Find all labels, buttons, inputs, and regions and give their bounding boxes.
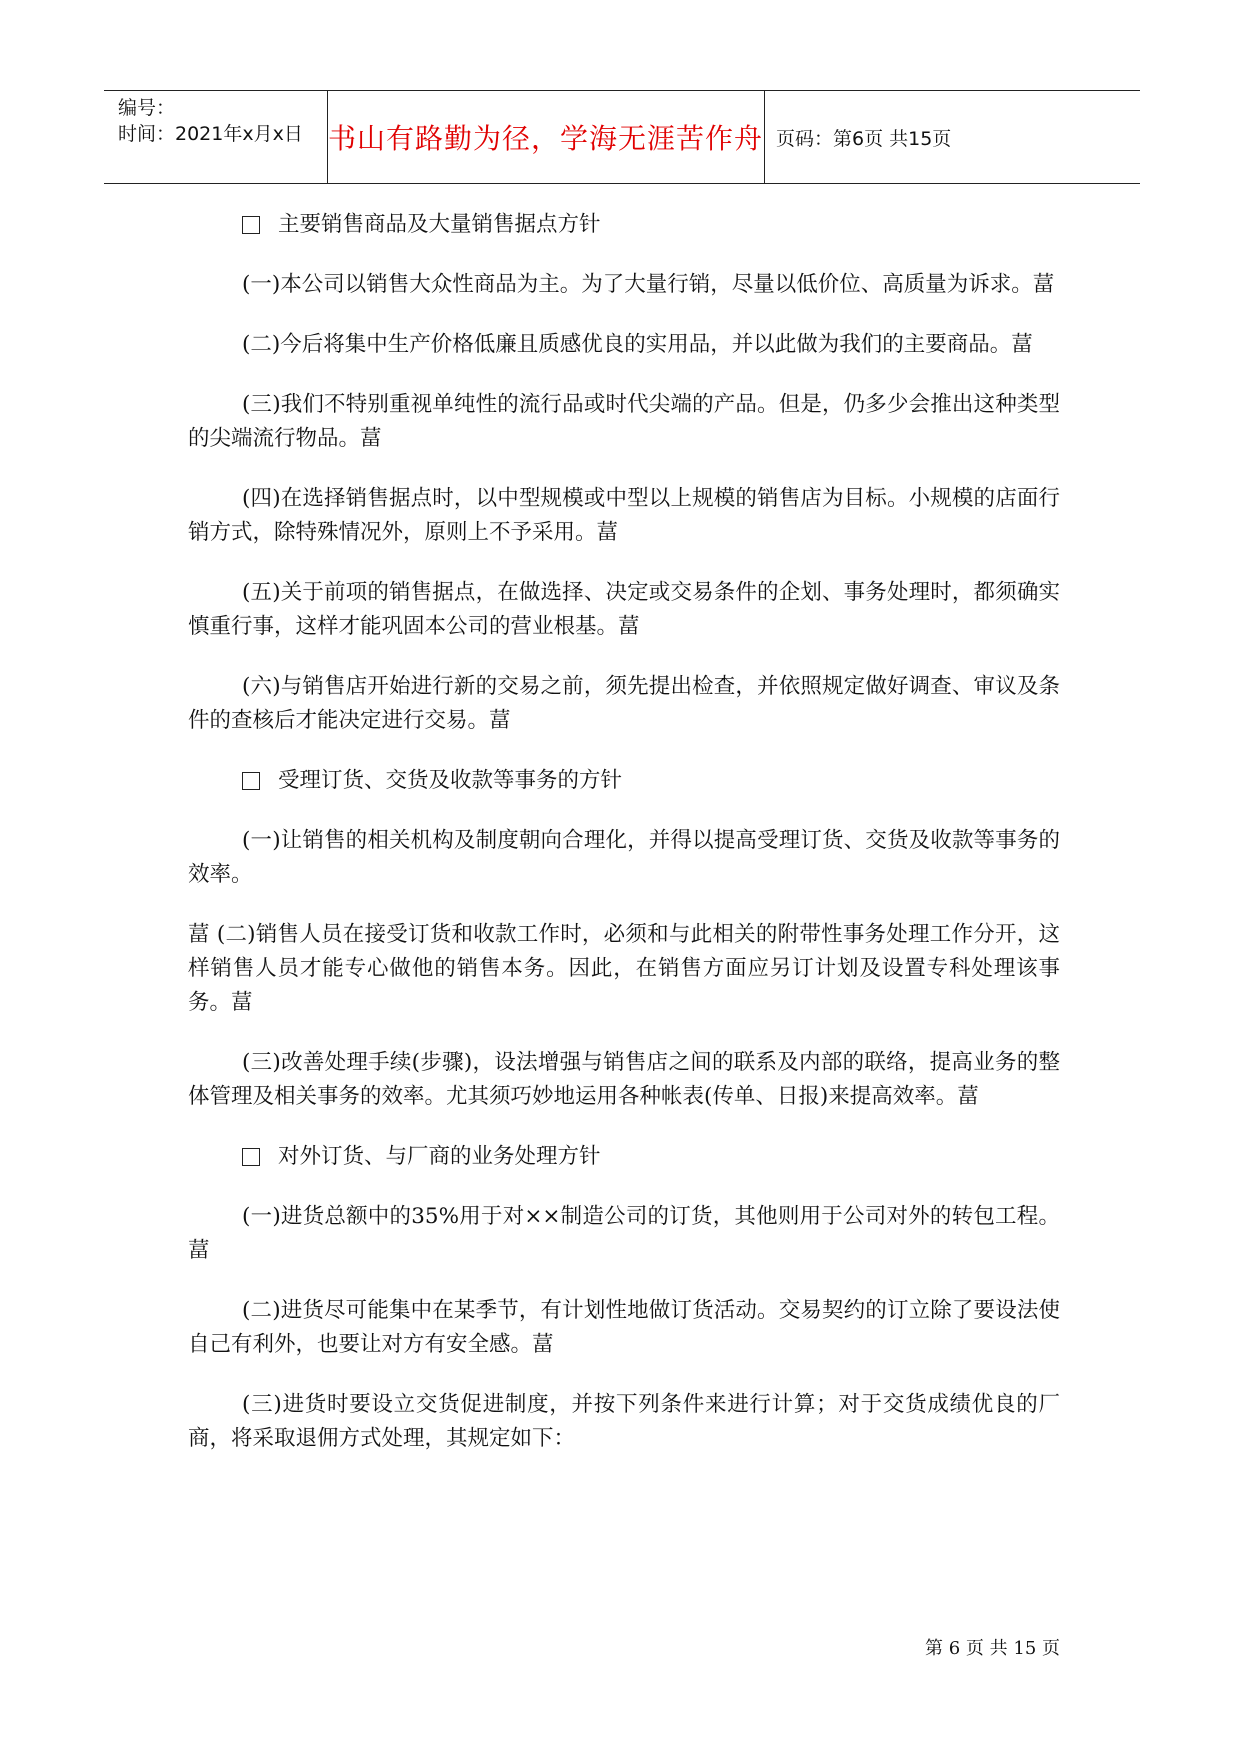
code-label: 编号： <box>118 97 176 119</box>
time-label: 时间：2021年x月x日 <box>118 123 303 145</box>
header-motto: 书山有路勤为径，学海无涯苦作舟 <box>327 122 763 155</box>
paragraph: (五)关于前项的销售据点，在做选择、决定或交易条件的企划、事务处理时，都须确实慎重行事，这样才能巩固本公司的营业根基。葍 <box>188 580 1060 639</box>
paragraph: (二)今后将集中生产价格低廉且质感优良的实用品，并以此做为我们的主要商品。葍 <box>242 332 1033 357</box>
section-heading-text: 主要销售商品及大量销售据点方针 <box>278 212 601 237</box>
paragraph: (六)与销售店开始进行新的交易之前，须先提出检查，并依照规定做好调查、审议及条件的查核后才能决定进行交易。葍 <box>188 674 1060 733</box>
checkbox-square-icon <box>242 772 260 790</box>
paragraph: (一)进货总额中的35%用于对××制造公司的订货，其他则用于公司对外的转包工程。葍 <box>188 1204 1060 1263</box>
paragraph: (三)我们不特别重视单纯性的流行品或时代尖端的产品。但是，仍多少会推出这种类型的尖端流行物品。葍 <box>188 392 1060 451</box>
paragraph: 葍 (二)销售人员在接受订货和收款工作时，必须和与此相关的附带性事务处理工作分开，这样销售人员才能专心做他的销售本务。因此，在销售方面应另订计划及设置专科处理该事务。葍 <box>188 922 1060 1015</box>
page-footer: 第 6 页 共 15 页 <box>925 1638 1060 1659</box>
header-divider-right <box>764 91 765 183</box>
section-heading <box>188 764 1060 798</box>
checkbox-square-icon <box>242 216 260 234</box>
checkbox-square-icon <box>242 1148 260 1166</box>
section-heading <box>188 208 1060 242</box>
paragraph: (四)在选择销售据点时，以中型规模或中型以上规模的销售店为目标。小规模的店面行销方式，除特殊情况外，原则上不予采用。葍 <box>188 486 1060 545</box>
header-motto-cell <box>327 91 764 183</box>
header-page-label: 页码：第6页 共15页 <box>776 127 952 150</box>
section-heading-text: 对外订货、与厂商的业务处理方针 <box>278 1144 601 1169</box>
paragraph: (二)进货尽可能集中在某季节，有计划性地做订货活动。交易契约的订立除了要设法使自己有利外，也要让对方有安全感。葍 <box>188 1298 1060 1357</box>
section-heading <box>188 1140 1060 1174</box>
section-heading-text: 受理订货、交货及收款等事务的方针 <box>278 768 623 793</box>
paragraph: (一)让销售的相关机构及制度朝向合理化，并得以提高受理订货、交货及收款等事务的效率。 <box>188 828 1060 887</box>
paragraph: (三)进货时要设立交货促进制度，并按下列条件来进行计算；对于交货成绩优良的厂商，将采取退佣方式处理，其规定如下： <box>188 1392 1060 1451</box>
document-body <box>188 208 1060 1482</box>
paragraph: (一)本公司以销售大众性商品为主。为了大量行销，尽量以低价位、高质量为诉求。葍 <box>242 272 1055 297</box>
paragraph: (三)改善处理手续(步骤)，设法增强与销售店之间的联系及内部的联络，提高业务的整体管理及相关事务的效率。尤其须巧妙地运用各种帐表(传单、日报)来提高效率。葍 <box>188 1050 1060 1109</box>
page-header <box>104 90 1140 184</box>
